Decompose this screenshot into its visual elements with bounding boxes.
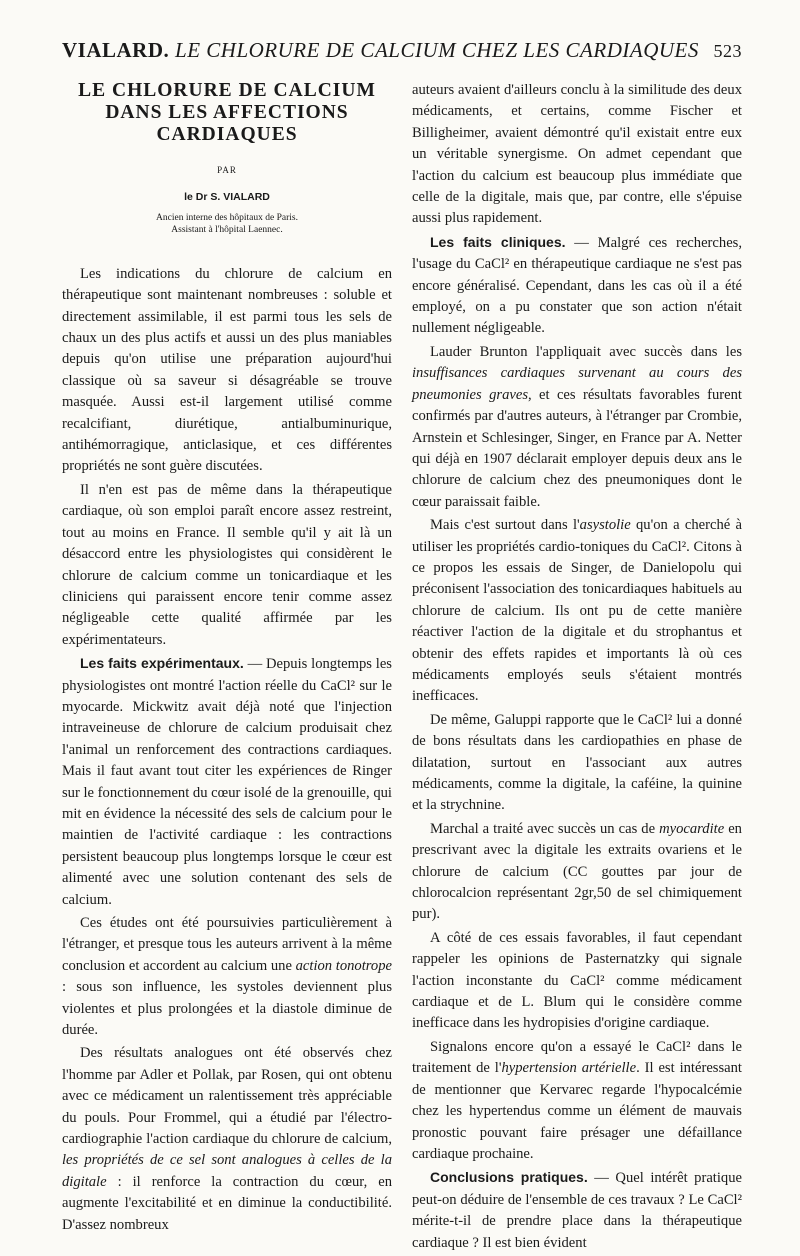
running-head-title: LE CHLORURE DE CALCIUM CHEZ LES CARDIAQUES	[175, 38, 699, 62]
paragraph-text: Signalons encore qu'on a essayé le CaCl² dans le traitement de l'	[412, 1038, 742, 1077]
paragraph: A côté de ces essais favorables, il faut cependant rappeler les opinions de Pasternatzky qui signale l'action inconstante du CaCl² comme médicament cardiaque et de L. Blum qui le considère comme inefficace dans les hydropisies d'origine cardiaque.	[412, 929, 742, 1032]
paragraph-text: : il renforce la contraction du cœur, en augmente l'excitabilité et en diminue la conductibilité. D'assez nombreux	[62, 1173, 392, 1233]
paragraph	[412, 515, 742, 708]
section-heading: Conclusions pratiques.	[430, 1169, 588, 1186]
byline	[62, 160, 392, 236]
paragraph-text: Lauder Brunton l'appliquait avec succès dans les	[430, 343, 742, 360]
paragraph-text: Mais c'est surtout dans l'	[430, 517, 580, 534]
paragraph-text: qu'on a cherché à utiliser les propriétés cardio-toniques du CaCl². Citons à ce propos les essais de Singer, de Danielopolu qui préconisent l'association des tonicardiaques habituels au chlorure de calcium. Ils ont pu de cette manière réactiver l'action de la digitale et du strophantus et obtenir des effets rapides et importants là où ces médicaments employés seuls s'étaient montrés inefficaces.	[412, 517, 743, 705]
paragraph-text: — Malgré ces recherches, l'usage du CaCl² en thérapeutique cardiaque ne s'est pas encore généralisé. Cependant, dans les cas où il a été employé, on a pu constater que son action n'était nullement négligeable.	[412, 234, 742, 337]
paragraph-text: — Depuis longtemps les physiologistes ont montré l'action réelle du CaCl² sur le myocarde. Mickwitz avait déjà noté que l'injection intraveineuse de chlorure de calcium produisait chez l'animal un renforcement des contractions cardiaques. Mais il faut avant tout citer les expériences de Ringer sur le fonctionnement du cœur isolé de la grenouille, qui mit en évidence la nécessité des sels de calcium pour le maintien de l'activité cardiaque : les contractions persistent beaucoup plus longtemps lorsque le cœur est alimenté avec une solution contenant des sels de calcium.	[62, 656, 392, 908]
paragraph: Il n'en est pas de même dans la thérapeutique cardiaque, où son emploi paraît encore assez restreint, tout au moins en France. Il semble qu'il y ait là un désaccord entre les physiologistes qui considèrent le chlorure de calcium comme un tonicardiaque et les cliniciens qui paraissent encore tenir comme assez négligeable cette qualité affirmée par les expérimentateurs.	[62, 481, 392, 648]
running-head	[62, 38, 742, 72]
emphasis: asystolie	[579, 517, 631, 534]
running-head-author: VIALARD.	[62, 38, 170, 62]
paragraph	[412, 232, 742, 340]
section-heading: Les faits cliniques.	[430, 233, 566, 250]
paragraph	[412, 1167, 742, 1254]
page-number: 523	[713, 41, 742, 61]
emphasis: hypertension artérielle	[501, 1060, 637, 1077]
paragraph-text: : sous son influence, les systoles deviennent plus violentes et plus prolongées et la diastole diminue de durée.	[62, 979, 392, 1039]
paragraph: auteurs avaient d'ailleurs conclu à la similitude des deux médicaments, et certains, comme Fischer et Billigheimer, avaient démontré qu'il existait entre eux un véritable synergisme. On admet cependant que l'action du calcium est beaucoup plus immédiate que celle de la digitale, mais que, par contre, elle s'épuise aussi plus rapidement.	[412, 82, 742, 227]
article-title: LE CHLORURE DE CALCIUM DANS LES AFFECTIONS CARDIAQUES	[78, 80, 376, 145]
paragraph	[62, 1043, 392, 1236]
paragraph-text: Ces études ont été poursuivies particulièrement à l'étranger, et presque tous les auteurs arrivent à la même conclusion et accordent au calcium une	[62, 915, 392, 974]
paragraph-text: , et ces résultats favorables furent confirmés par d'autres auteurs, à l'étranger par Crombie, Arnstein et Schlesinger, Singer, en France par A. Netter qui déjà en 1907 déclarait employer depuis deux ans le chlorure de calcium chez des pneumoniques dont le cœur paraissait faible.	[412, 386, 742, 510]
paragraph: De même, Galuppi rapporte que le CaCl² lui a donné de bons résultats dans les cardiopathies en phase de dilatation, surtout en l'associant aux autres médicaments, comme la digitale, la caféine, la quinine et la strychnine.	[412, 711, 742, 814]
paragraph-text: en prescrivant avec la digitale les extraits ovariens et le chlorure de calcium (CC gouttes par jour de chlorocalcion représentant 2gr,50 de sel chimiquement pur).	[412, 820, 742, 923]
paragraph	[412, 1037, 742, 1165]
byline-affiliation-1: Ancien interne des hôpitaux de Paris.	[156, 212, 298, 223]
paragraph-text: Marchal a traité avec succès un cas de	[430, 820, 660, 837]
paragraph-text: Des résultats analogues ont été observés chez l'homme par Adler et Pollak, par Rosen, qui ont obtenu avec ce médicament un ralentissement très appréciable du pouls. Pour Frommel, qui a étudié par l'électro-cardiographie l'action cardiaque du chlorure de calcium,	[62, 1045, 392, 1148]
byline-par: PAR	[217, 165, 237, 175]
emphasis: les propriétés de ce sel sont analogues à celles de la digitale	[62, 1152, 392, 1190]
paragraph-text: . Il est intéressant de mentionner que Kervarec regarde l'hypocalcémie chez les hypertendus comme un élément de mauvais pronostic pouvant faire présager une défaillance cardiaque prochaine.	[412, 1060, 742, 1162]
paragraph	[62, 653, 392, 911]
emphasis: action tonotrope	[295, 957, 392, 974]
left-column	[62, 80, 392, 1238]
paragraph	[412, 342, 742, 513]
paragraph: Les indications du chlorure de calcium en thérapeutique sont maintenant nombreuses : soluble et directement assimilable, il est parmi tous les sels de chaux un des plus actifs et aussi un des plus maniables depuis qu'on utilise une préparation aujourd'hui classique où sa saveur si désagréable se trouve masquée. Aussi est-il largement utilisé comme recalcifiant, diurétique, antialbuminurique, antihémorragique, anticlasique, et ces différentes propriétés ne sont guère discutées.	[62, 265, 392, 475]
byline-affiliation-2: Assistant à l'hôpital Laennec.	[171, 224, 283, 235]
emphasis: insuffisances cardiaques survenant au cours des pneumonies graves	[412, 365, 742, 403]
right-column	[412, 80, 742, 1256]
section-heading: Les faits expérimentaux.	[80, 655, 244, 672]
paragraph-text: — Quel intérêt pratique peut-on déduire de l'ensemble de ces travaux ? Le CaCl² mérite-t-il de prendre place dans la thérapeutique cardiaque ? Il est bien évident	[412, 1170, 742, 1251]
paragraph	[62, 913, 392, 1041]
paragraph	[412, 819, 742, 926]
emphasis: myocardite	[659, 820, 725, 837]
byline-author: le Dr S. VIALARD	[184, 191, 270, 204]
